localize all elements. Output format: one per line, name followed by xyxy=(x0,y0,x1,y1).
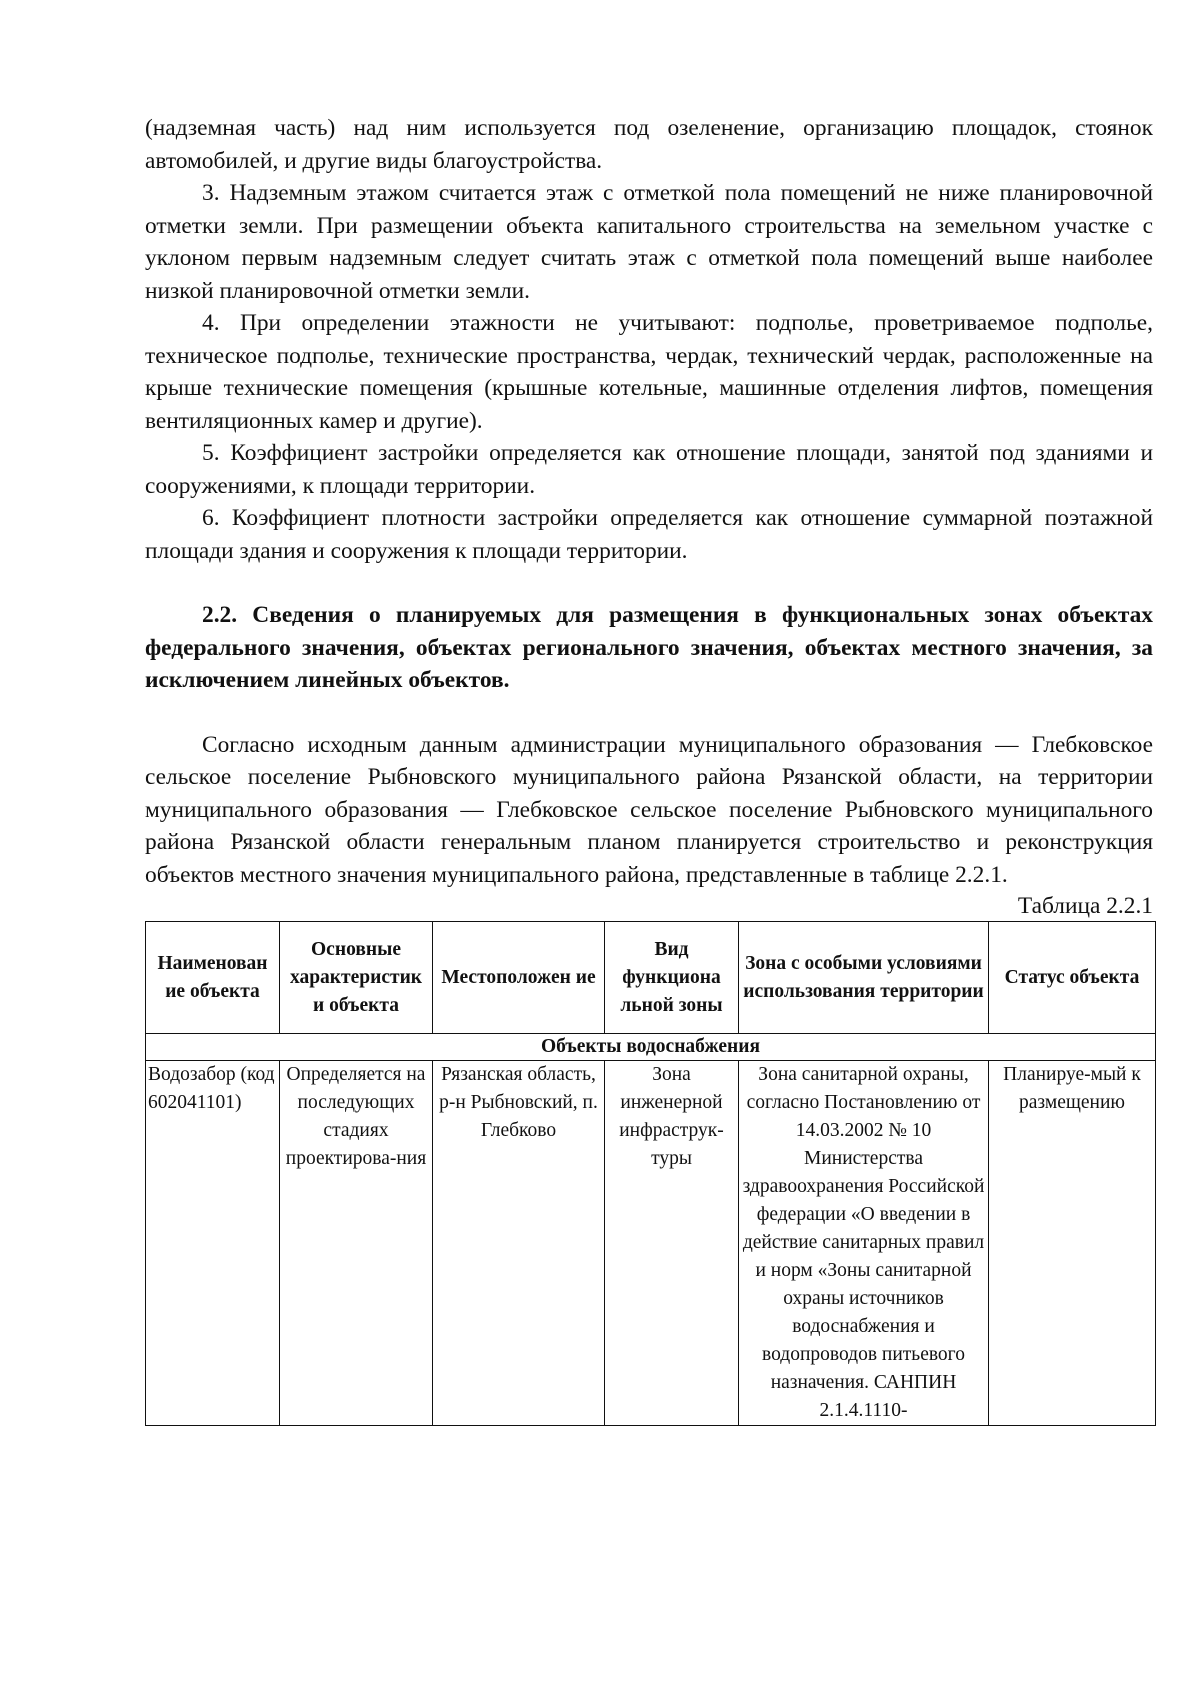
cell-zone-type: Зона инженерной инфраструк-туры xyxy=(605,1061,739,1426)
header-object-name: Наименован ие объекта xyxy=(146,922,280,1034)
paragraph-item-6: 6. Коэффициент плотности застройки определяется как отношение суммарной поэтажной площади здания и сооружения к площади территории. xyxy=(145,505,1153,564)
header-zone-type: Вид функциона льной зоны xyxy=(605,922,739,1034)
header-status: Статус объекта xyxy=(989,922,1156,1034)
cell-object-name: Водозабор (код 602041101) xyxy=(146,1061,280,1426)
cell-status: Планируе-мый к размещению xyxy=(989,1061,1156,1426)
table-section-row xyxy=(146,1034,1156,1061)
objects-table xyxy=(145,921,1156,1426)
cell-location: Рязанская область, р-н Рыбновский, п. Глебково xyxy=(433,1061,605,1426)
paragraph-item-5: 5. Коэффициент застройки определяется как отношение площади, занятой под зданиями и сооружениями, к площади территории. xyxy=(145,440,1153,499)
cell-characteristics: Определяется на последующих стадиях проектирова-ния xyxy=(280,1061,433,1426)
header-location: Местоположен ие xyxy=(433,922,605,1034)
paragraph-item-4: 4. При определении этажности не учитывают: подполье, проветриваемое подполье, техническое подполье, технические пространства, чердак, технический чердак, расположенные на крыше технические помещения (крышные котельные, машинные отделения лифтов, помещения вентиляционных камер и другие). xyxy=(145,310,1153,434)
intro-paragraph: Согласно исходным данным администрации муниципального образования — Глебковское сельское поселение Рыбновского муниципального района Рязанской области, на территории муниципального образования — Глебковское сельское поселение Рыбновского муниципального района Рязанской области генеральным планом планируется строительство и реконструкция объектов местного значения муниципального района, представленные в таблице 2.2.1. xyxy=(145,731,1153,888)
section-title-water-supply: Объекты водоснабжения xyxy=(146,1034,1156,1061)
paragraph-continued: (надземная часть) над ним используется под озеленение, организацию площадок, стоянок автомобилей, и другие виды благоустройства. xyxy=(145,115,1153,174)
table-caption: Таблица 2.2.1 xyxy=(1017,893,1153,919)
table-row xyxy=(146,1061,1156,1426)
header-characteristics: Основные характеристик и объекта xyxy=(280,922,433,1034)
table-header-row xyxy=(146,922,1156,1034)
document-page xyxy=(145,112,1153,1426)
section-heading: 2.2. Сведения о планируемых для размещения в функциональных зонах объектах федерального значения, объектах регионального значения, объектах местного значения, за исключением линейных объектов. xyxy=(145,602,1153,693)
cell-special-zone: Зона санитарной охраны, согласно Постановлению от 14.03.2002 № 10 Министерства здравоохранения Российской федерации «О введении в действие санитарных правил и норм «Зоны санитарной охраны источников водоснабжения и водопроводов питьевого назначения. САНПИН 2.1.4.1110- xyxy=(739,1061,989,1426)
header-special-zone: Зона с особыми условиями использования территории xyxy=(739,922,989,1034)
paragraph-item-3: 3. Надземным этажом считается этаж с отметкой пола помещений не ниже планировочной отметки земли. При размещении объекта капитального строительства на земельном участке с уклоном первым надземным следует считать этаж с отметкой пола помещений выше наиболее низкой планировочной отметки земли. xyxy=(145,180,1153,304)
